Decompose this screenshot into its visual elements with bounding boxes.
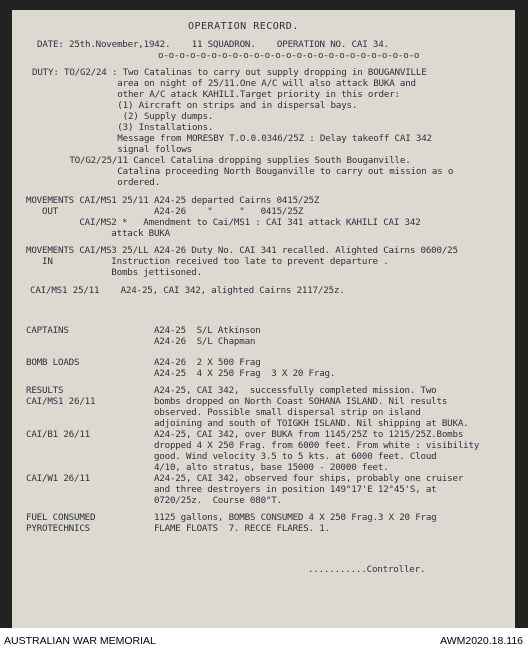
archive-footer — [0, 628, 528, 653]
movements-in-line: IN Instruction received too late to prevent departure . — [26, 256, 389, 267]
results-line: dropped 4 X 250 Frag. from 6000 feet. From white : visibility — [26, 440, 480, 451]
results-line: CAI/B1 26/11 A24-25, CAI 342, over BUKA from 1145/25Z to 1215/25Z.Bombs — [26, 429, 464, 440]
movements-out-line: CAI/MS2 * Amendment to Cai/MS1 : CAI 341 attack KAHILI CAI 342 — [26, 217, 421, 228]
duty-line: other A/C atack KAHILI.Target priority in this order: — [32, 89, 400, 100]
doc-divider: o-o-o-o-o-o-o-o-o-o-o-o-o-o-o-o-o-o-o-o-o-o-o-o-o — [158, 50, 420, 61]
duty-line: (3) Installations. — [32, 122, 214, 133]
duty-line: Catalina proceeding North Bouganville to carry out mission as o — [32, 166, 454, 177]
movements-in-line: Bombs jettisoned. — [26, 267, 202, 278]
movements-out-line: OUT A24-26 " " 0415/25Z — [26, 206, 304, 217]
duty-line: Message from MORESBY T.O.0.0346/25Z : Delay takeoff CAI 342 — [32, 133, 432, 144]
results-line: adjoining and south of TOIGKH ISLAND. Nil shipping at BUKA. — [26, 418, 469, 429]
fuel-line: PYROTECHNICS FLAME FLOATS 7. RECCE FLARES. 1. — [26, 523, 330, 534]
results-line: CAI/MS1 26/11 bombs dropped on North Coast SOHANA ISLAND. Nil results — [26, 396, 448, 407]
duty-line: signal follows — [32, 144, 192, 155]
movements-out-line: attack BUKA — [26, 228, 170, 239]
fuel-line: FUEL CONSUMED 1125 gallons, BOMBS CONSUMED 4 X 250 Frag.3 X 20 Frag — [26, 512, 437, 523]
movements-in-line: MOVEMENTS CAI/MS3 25/LL A24-26 Duty No. CAI 341 recalled. Alighted Cairns 0600/25 — [26, 245, 458, 256]
results-line: 0720/25z. Course 080°T. — [26, 495, 282, 506]
archive-source: AUSTRALIAN WAR MEMORIAL — [4, 635, 156, 647]
doc-header: DATE: 25th.November,1942. 11 SQUADRON. OPERATION NO. CAI 34. — [37, 39, 389, 50]
captains-line: A24-26 S/L Chapman — [26, 336, 256, 347]
movements-out-line: MOVEMENTS CAI/MS1 25/11 A24-25 departed Cairns 0415/25Z — [26, 195, 320, 206]
results-line: good. Wind velocity 3.5 to 5 kts. at 6000 feet. Cloud — [26, 451, 437, 462]
duty-line: ordered. — [32, 177, 160, 188]
document-page — [12, 10, 515, 628]
controller-signature-line: ...........Controller. — [308, 564, 426, 575]
results-line: and three destroyers in position 149°17'E 12°45'S, at — [26, 484, 437, 495]
captains-line: CAPTAINS A24-25 S/L Atkinson — [26, 325, 261, 336]
duty-line: area on night of 25/11.One A/C will also attack BUKA and — [32, 78, 416, 89]
doc-title: OPERATION RECORD. — [188, 21, 299, 32]
accession-number: AWM2020.18.116 — [440, 635, 523, 647]
results-line: observed. Possible small dispersal strip on island — [26, 407, 421, 418]
bomb-loads-line: A24-25 4 X 250 Frag 3 X 20 Frag. — [26, 368, 336, 379]
cai-ms1-line: CAI/MS1 25/11 A24-25, CAI 342, alighted Cairns 2117/25z. — [30, 285, 345, 296]
duty-line: DUTY: TO/G2/24 : Two Catalinas to carry out supply dropping in BOUGANVILLE — [32, 67, 427, 78]
results-line: 4/10, alto stratus, base 15000 - 20000 feet. — [26, 462, 389, 473]
duty-line: (1) Aircraft on strips and in dispersal bays. — [32, 100, 358, 111]
bomb-loads-line: BOMB LOADS A24-26 2 X 500 Frag — [26, 357, 261, 368]
results-line: CAI/W1 26/11 A24-25, CAI 342, observed four ships, probably one cruiser — [26, 473, 464, 484]
duty-line: TO/G2/25/11 Cancel Catalina dropping supplies South Bouganville. — [32, 155, 411, 166]
duty-line: (2) Supply dumps. — [32, 111, 214, 122]
results-line: RESULTS A24-25, CAI 342, successfully completed mission. Two — [26, 385, 437, 396]
